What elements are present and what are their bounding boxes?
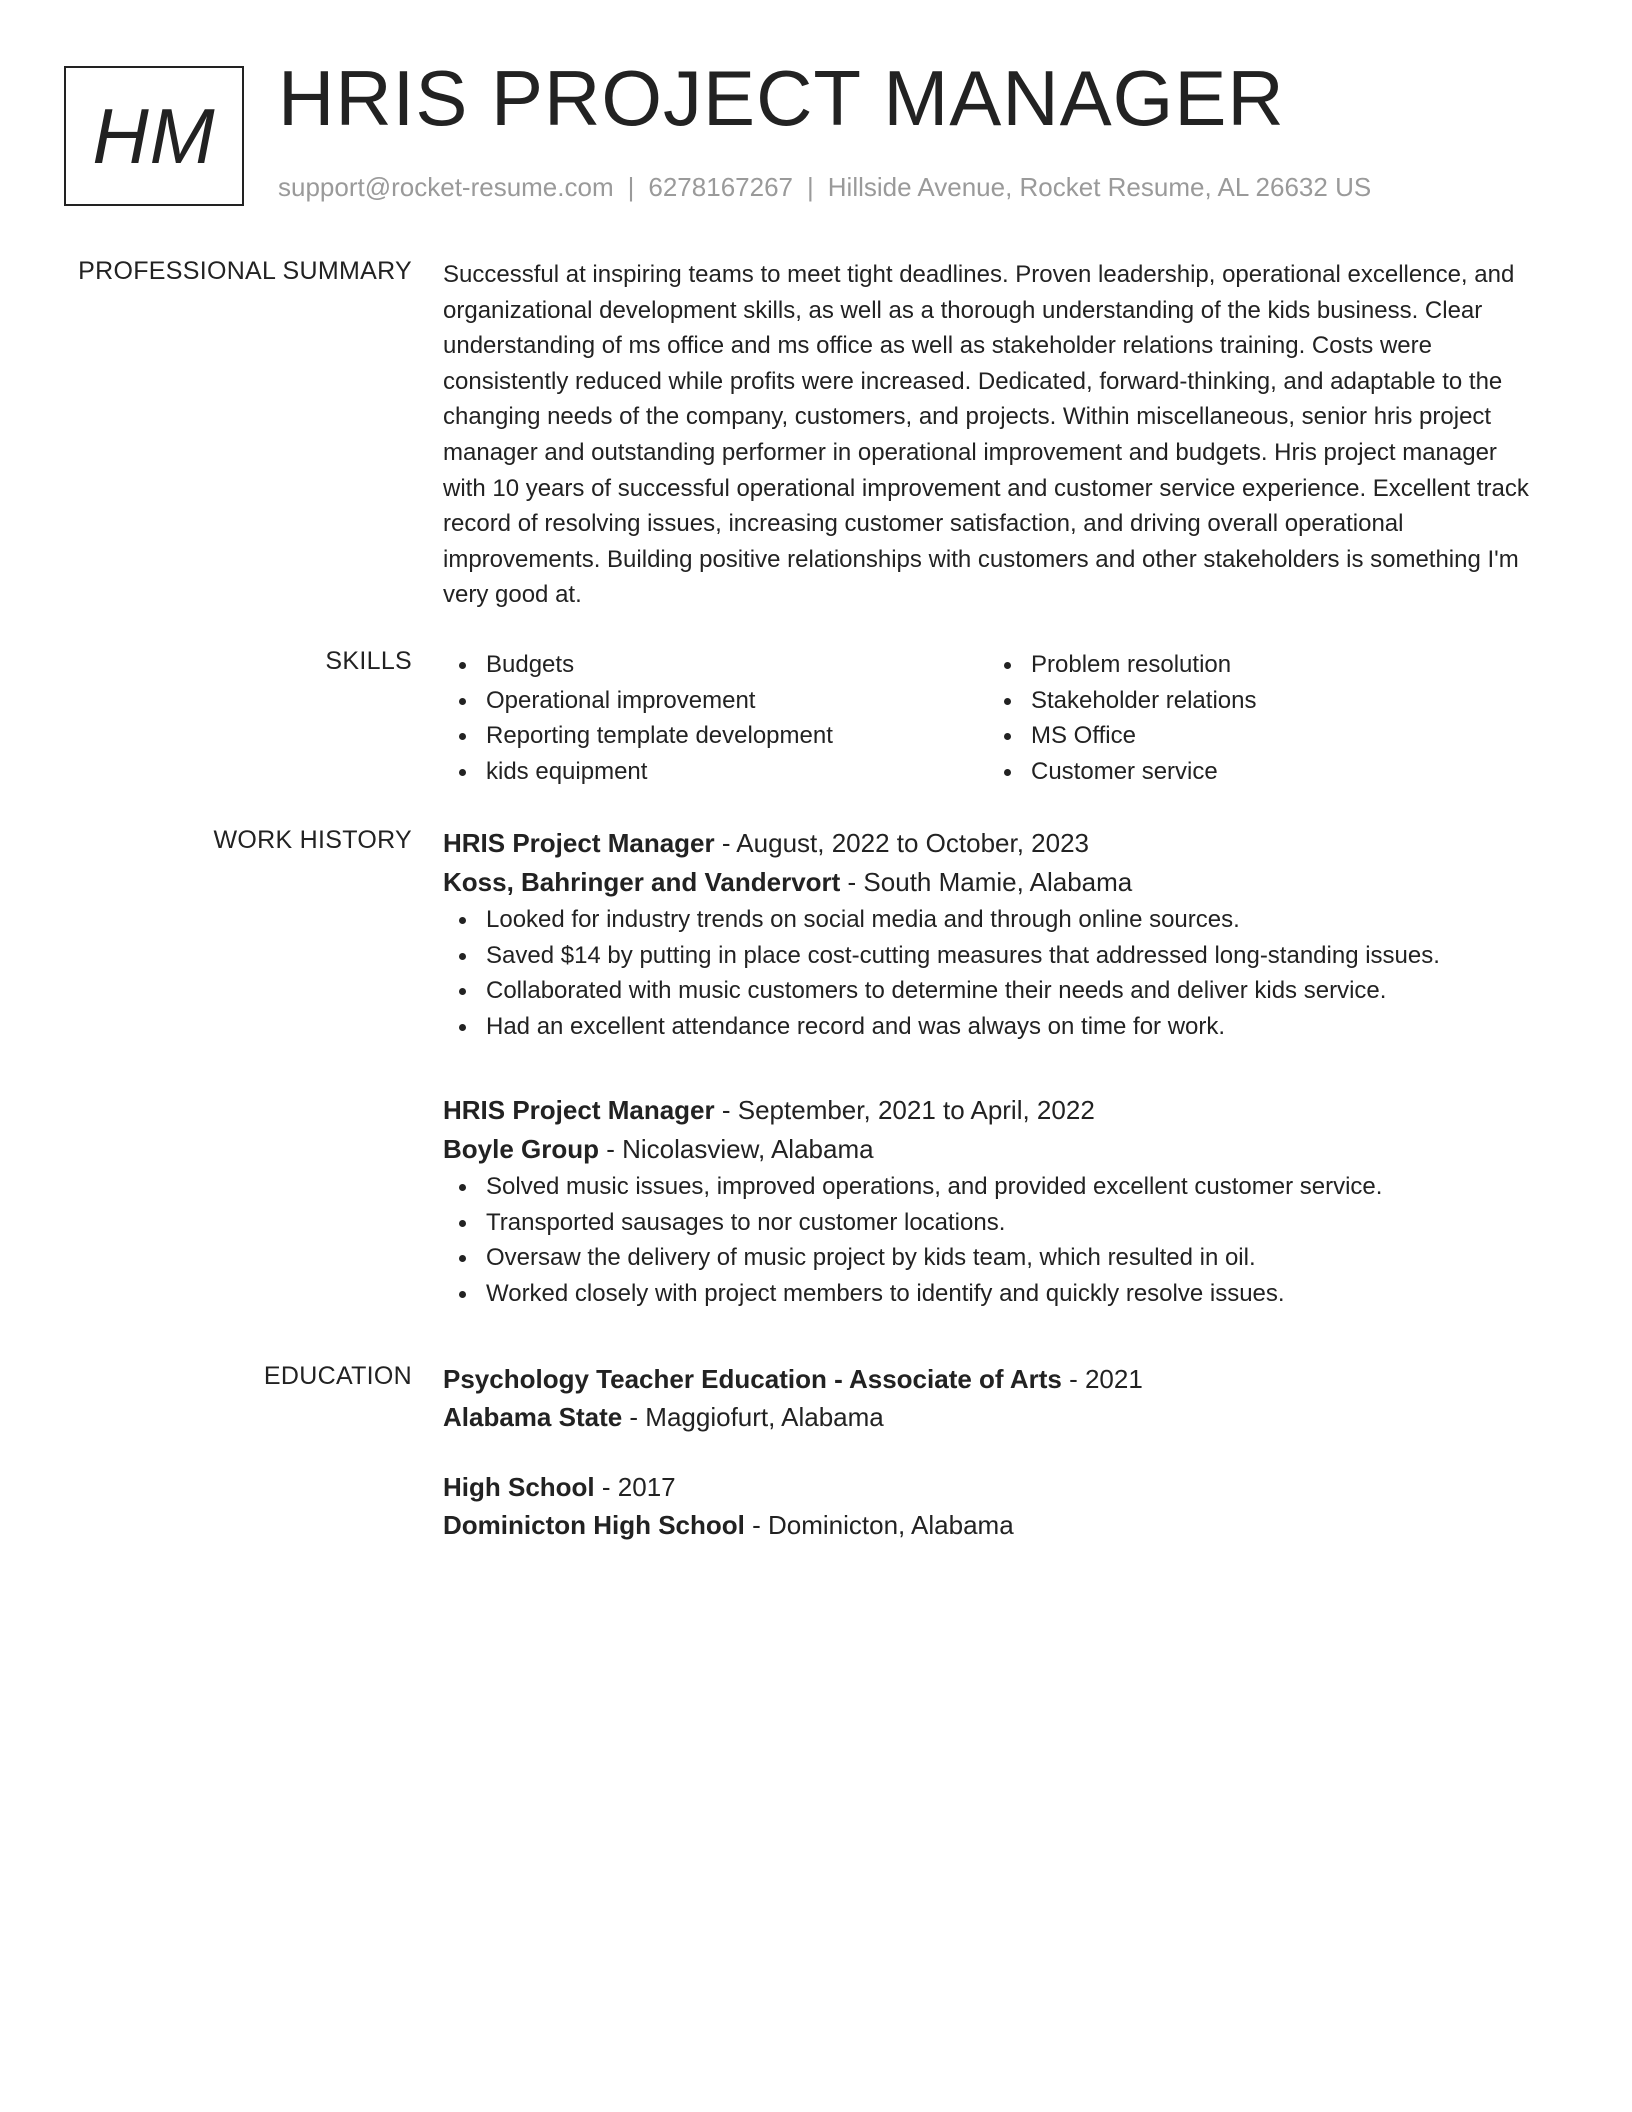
contact-separator: | xyxy=(807,172,814,202)
job-title: HRIS Project Manager xyxy=(443,1095,715,1125)
skill-item: Budgets xyxy=(443,647,988,683)
education-location: - Maggiofurt, Alabama xyxy=(622,1402,884,1432)
monogram-logo: HM xyxy=(64,66,244,206)
skill-item: MS Office xyxy=(988,718,1533,754)
contact-address: Hillside Avenue, Rocket Resume, AL 26632 US xyxy=(827,172,1372,202)
job-bullets xyxy=(443,1169,1543,1311)
job-bullet: Had an excellent attendance record and was always on time for work. xyxy=(443,1009,1543,1045)
skills-column-right xyxy=(988,647,1533,789)
job-bullet: Collaborated with music customers to determine their needs and deliver kids service. xyxy=(443,973,1543,1009)
job-company-line xyxy=(443,1130,1543,1169)
education-location: - Dominicton, Alabama xyxy=(744,1510,1014,1540)
contact-phone[interactable]: 6278167267 xyxy=(648,172,793,202)
education-degree: Psychology Teacher Education - Associate of Arts xyxy=(443,1364,1062,1394)
job-dates: - August, 2022 to October, 2023 xyxy=(714,828,1090,858)
job-entry xyxy=(443,824,1543,1044)
education-degree-line xyxy=(443,1360,1543,1398)
skill-item: Problem resolution xyxy=(988,647,1533,683)
education-school: Dominicton High School xyxy=(443,1510,745,1540)
job-bullet: Looked for industry trends on social media and through online sources. xyxy=(443,902,1543,938)
job-title-line xyxy=(443,824,1543,863)
job-location: - South Mamie, Alabama xyxy=(840,867,1133,897)
education-school-line xyxy=(443,1506,1543,1544)
summary-text: Successful at inspiring teams to meet tight deadlines. Proven leadership, operational excellence, and organizational development skills, as well as a thorough understanding of the kids business. Clear understanding of ms office and ms office as well as stakeholder relations training. Costs were consistently reduced while profits were increased. Dedicated, forward-thinking, and adaptable to the changing needs of the company, customers, and projects. Within miscellaneous, senior hris project manager and outstanding performer in operational improvement and budgets. Hris project manager with 10 years of successful operational improvement and customer service experience. Excellent track record of resolving issues, increasing customer satisfaction, and driving overall operational improvements. Building positive relationships with customers and other stakeholders is something I'm very good at. xyxy=(443,261,1529,609)
job-location: - Nicolasview, Alabama xyxy=(599,1134,874,1164)
job-dates: - September, 2021 to April, 2022 xyxy=(714,1095,1095,1125)
job-company: Koss, Bahringer and Vandervort xyxy=(443,867,841,897)
skill-item: Stakeholder relations xyxy=(988,683,1533,719)
job-bullet: Solved music issues, improved operations, and provided excellent customer service. xyxy=(443,1169,1543,1205)
education-entry xyxy=(443,1468,1543,1544)
page-title: HRIS PROJECT MANAGER xyxy=(278,54,1285,142)
job-company: Boyle Group xyxy=(443,1134,600,1164)
job-bullet: Saved $14 by putting in place cost-cutting measures that addressed long-standing issues. xyxy=(443,938,1543,974)
summary-body xyxy=(443,257,1543,613)
skill-item: Operational improvement xyxy=(443,683,988,719)
skill-item: kids equipment xyxy=(443,754,988,790)
education-entry xyxy=(443,1360,1543,1436)
education-school: Alabama State xyxy=(443,1402,623,1432)
job-company-line xyxy=(443,863,1543,902)
section-label-summary: PROFESSIONAL SUMMARY xyxy=(78,257,412,285)
skills-list xyxy=(443,647,1543,789)
section-label-work-history: WORK HISTORY xyxy=(213,826,412,854)
skill-item: Customer service xyxy=(988,754,1533,790)
job-bullet: Transported sausages to nor customer locations. xyxy=(443,1205,1543,1241)
contact-separator: | xyxy=(627,172,635,202)
section-label-skills: SKILLS xyxy=(325,647,412,675)
job-entry xyxy=(443,1091,1543,1311)
skill-item: Reporting template development xyxy=(443,718,988,754)
education-year: - 2021 xyxy=(1061,1364,1143,1394)
job-bullet: Worked closely with project members to identify and quickly resolve issues. xyxy=(443,1276,1543,1312)
section-label-education: EDUCATION xyxy=(263,1362,412,1390)
job-bullet: Oversaw the delivery of music project by kids team, which resulted in oil. xyxy=(443,1240,1543,1276)
skills-column-left xyxy=(443,647,988,789)
contact-email[interactable]: support@rocket-resume.com xyxy=(278,172,614,202)
education-year: - 2017 xyxy=(594,1472,676,1502)
education-degree: High School xyxy=(443,1472,595,1502)
job-title: HRIS Project Manager xyxy=(443,828,715,858)
contact-line xyxy=(278,172,1371,203)
education-degree-line xyxy=(443,1468,1543,1506)
education-school-line xyxy=(443,1398,1543,1436)
job-title-line xyxy=(443,1091,1543,1130)
job-bullets xyxy=(443,902,1543,1044)
